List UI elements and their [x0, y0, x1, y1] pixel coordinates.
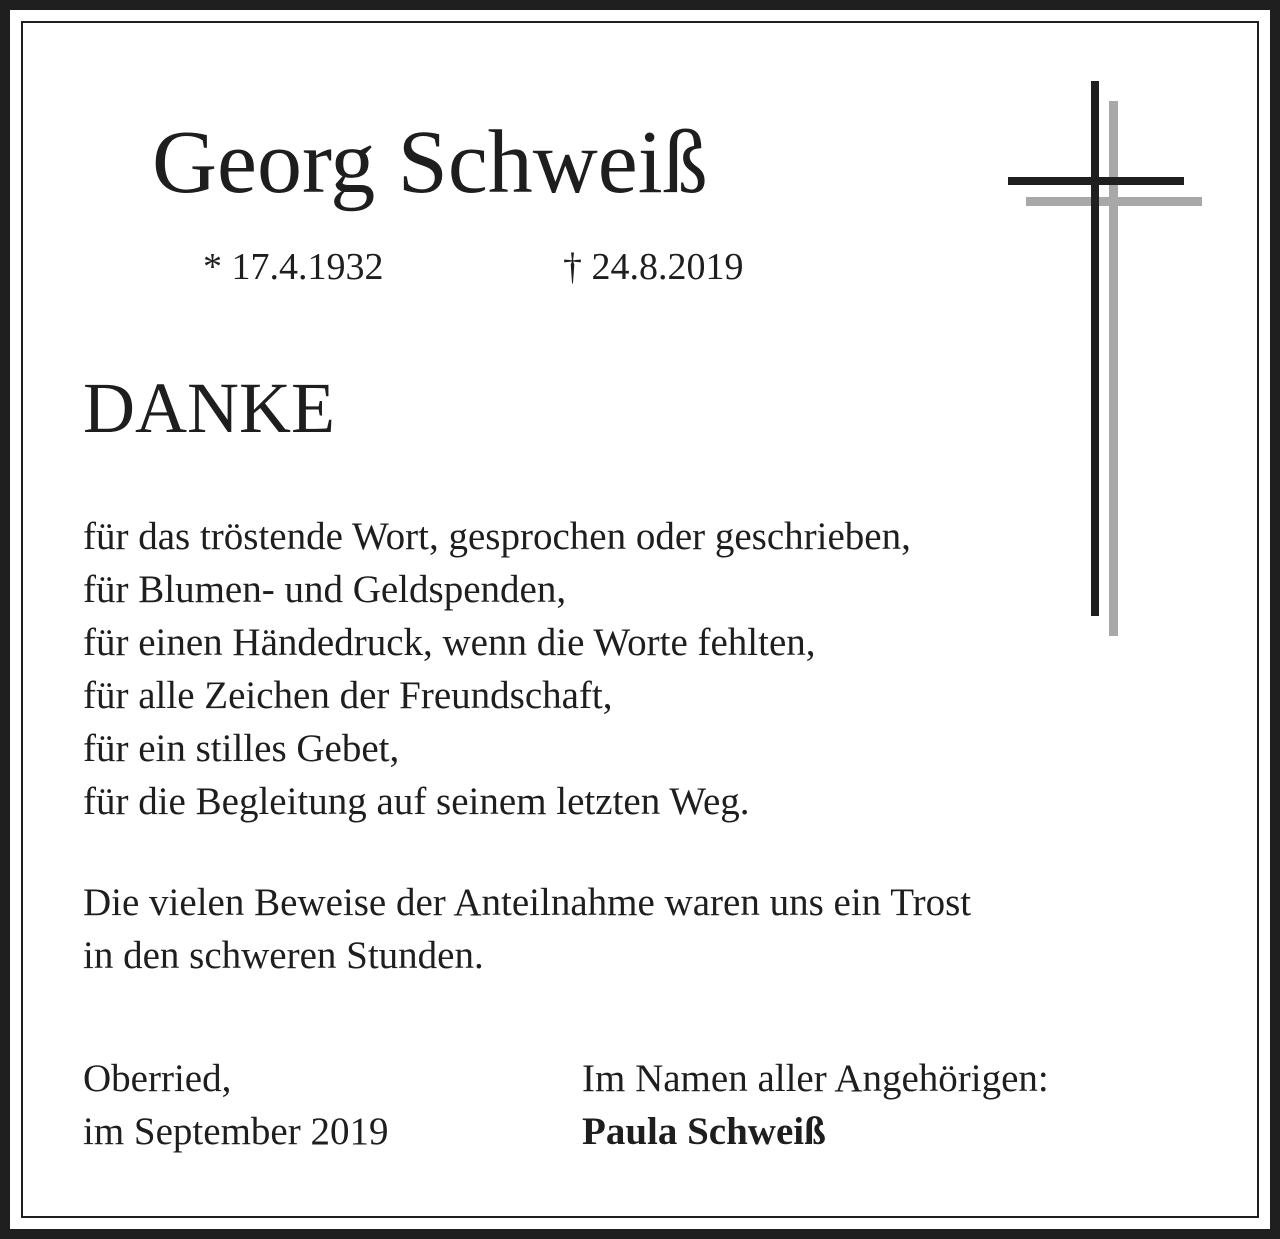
closing-line: in den schweren Stunden. — [83, 934, 484, 977]
closing-paragraph — [83, 876, 971, 982]
thanks-line: für das tröstende Wort, gesprochen oder geschrieben, — [83, 515, 911, 558]
closing-line: Die vielen Beweise der Anteilnahme waren uns ein Trost — [83, 881, 972, 924]
date-line: im September 2019 — [83, 1110, 389, 1153]
thanks-line: für alle Zeichen der Freundschaft, — [83, 674, 613, 717]
thanks-line: für die Begleitung auf seinem letzten Weg. — [83, 780, 750, 823]
deceased-name: Georg Schweiß — [152, 113, 708, 212]
signature-name: Paula Schweiß — [582, 1110, 826, 1153]
heading-danke: DANKE — [83, 368, 335, 448]
thanks-line: für ein stilles Gebet, — [83, 727, 400, 770]
birth-date: * 17.4.1932 — [203, 246, 384, 288]
death-date: † 24.8.2019 — [563, 246, 744, 288]
place-line: Oberried, — [83, 1057, 232, 1100]
thanks-line: für Blumen- und Geldspenden, — [83, 568, 567, 611]
signature-intro: Im Namen aller Angehörigen: — [582, 1057, 1049, 1100]
thanks-line: für einen Händedruck, wenn die Worte fehlten, — [83, 621, 816, 664]
signature — [582, 1052, 1049, 1158]
thanks-paragraph — [83, 510, 911, 828]
place-and-date — [83, 1052, 388, 1158]
